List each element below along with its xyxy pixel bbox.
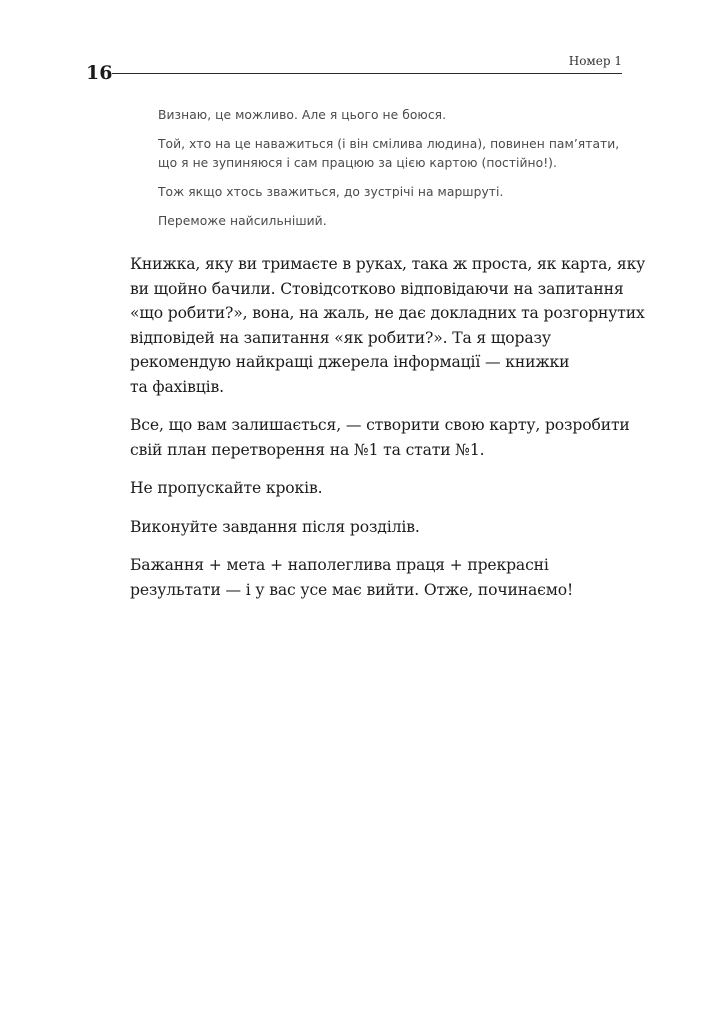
body-line: та фахівців.: [130, 377, 224, 396]
running-head: Номер 1: [568, 54, 622, 68]
epigraph-paragraph: [158, 135, 618, 173]
epigraph-paragraph: [158, 183, 618, 202]
body-line: Все, що вам залишається, — створити свою карту, розробити: [130, 416, 630, 434]
body-line: Книжка, яку ви тримаєте в руках, така ж проста, як карта, яку: [130, 255, 646, 273]
body-line: свій план перетворення на №1 та стати №1.: [130, 440, 485, 459]
body-line: Не пропускайте кроків.: [130, 479, 323, 497]
body-paragraph: [130, 476, 630, 501]
body-line: Виконуйте завдання після розділів.: [130, 517, 420, 536]
epigraph-line: Визнаю, це можливо. Але я цього не боюся.: [158, 108, 447, 122]
header-rule: [112, 73, 622, 74]
body-line: рекомендую найкращі джерела інформації — книжки: [130, 353, 570, 371]
epigraph-paragraph: [158, 106, 618, 125]
page-header: [86, 52, 626, 82]
epigraph-line: Переможе найсильніший.: [158, 214, 327, 228]
epigraph: [158, 106, 618, 241]
body-text: [130, 252, 646, 616]
body-line: ви щойно бачили. Стовідсотково відповідаючи на запитання: [130, 279, 624, 298]
page-number: 16: [86, 62, 113, 84]
body-line: Бажання + мета + наполеглива праця + прекрасні: [130, 556, 549, 574]
body-paragraph: [130, 515, 630, 540]
body-paragraph: [130, 252, 646, 399]
body-paragraph: [130, 553, 630, 602]
body-line: результати — і у вас усе має вийти. Отже, починаємо!: [130, 580, 574, 599]
epigraph-paragraph: [158, 212, 618, 231]
body-paragraph: [130, 413, 630, 462]
epigraph-line: Тож якщо хтось зважиться, до зустрічі на маршруті.: [158, 185, 504, 199]
body-line: відповідей на запитання «як робити?». Та я щоразу: [130, 328, 551, 347]
epigraph-line: що я не зупиняюся і сам працюю за цією картою (постійно!).: [158, 156, 557, 170]
body-line: «що робити?», вона, на жаль, не дає докладних та розгорнутих: [130, 304, 645, 322]
epigraph-line: Той, хто на це наважиться (і він смілива людина), повинен пам’ятати,: [158, 137, 620, 151]
